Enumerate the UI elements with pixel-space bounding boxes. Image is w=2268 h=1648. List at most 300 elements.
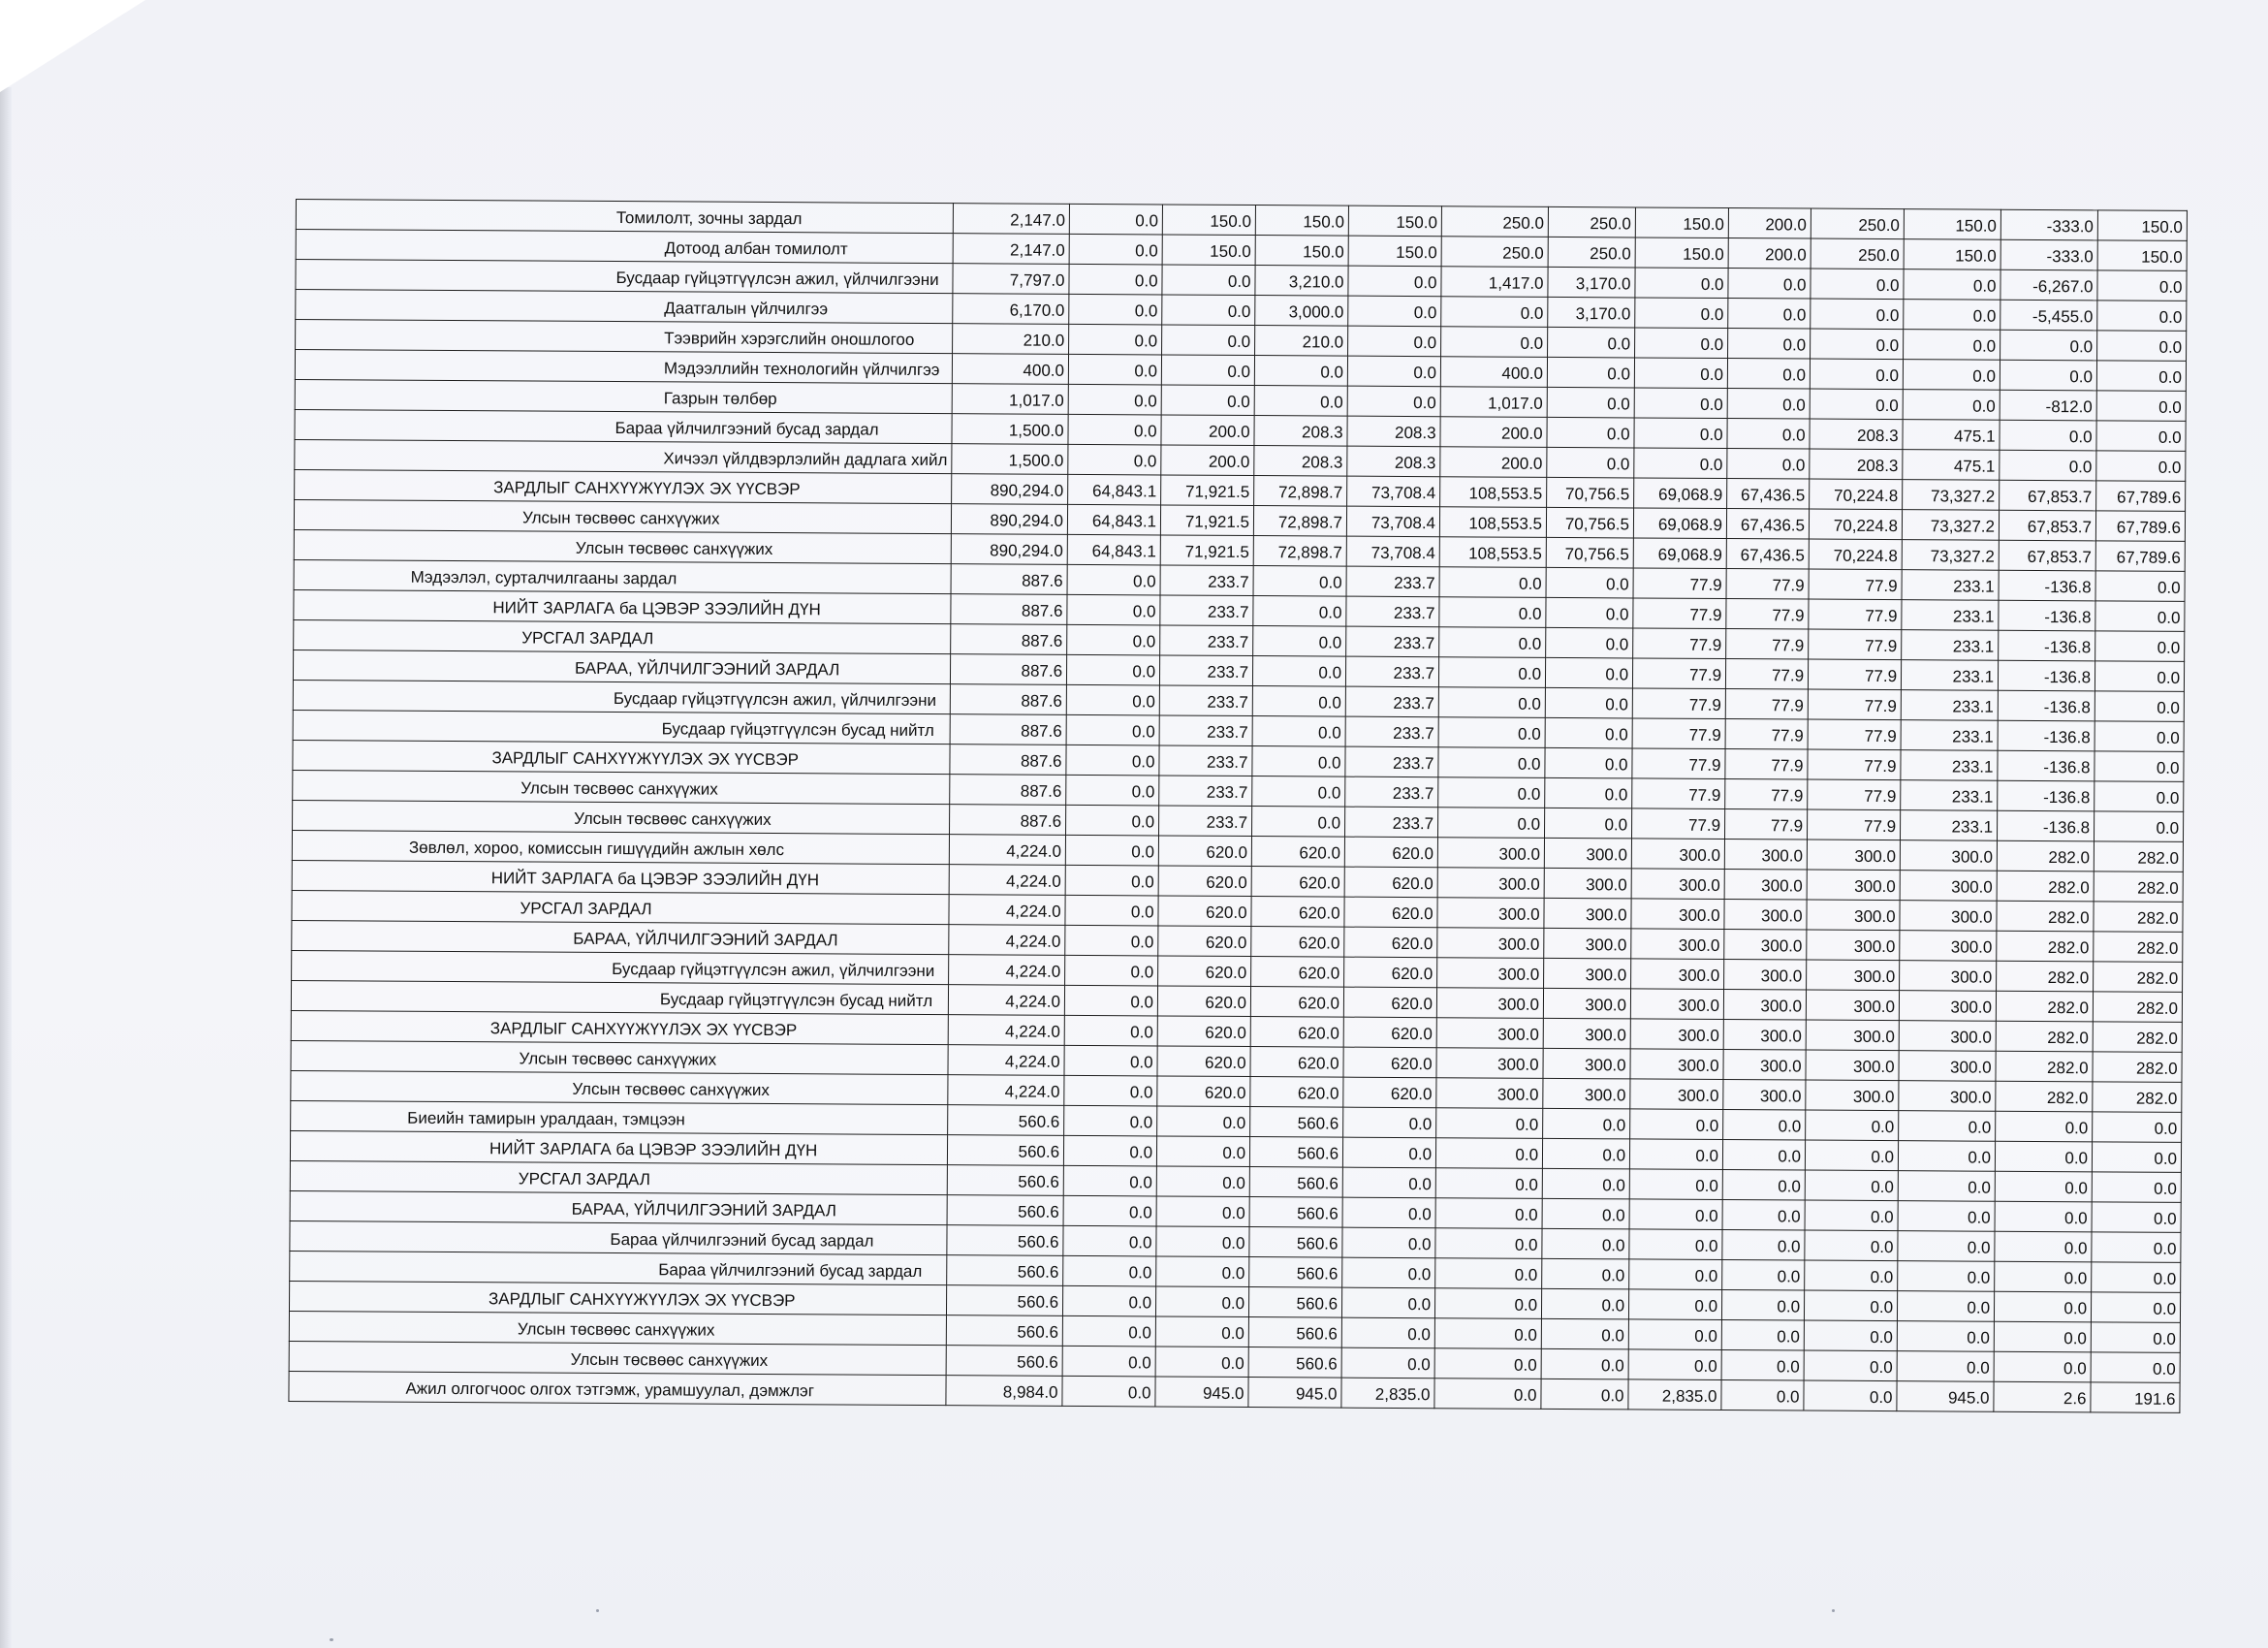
value-cell: 887.6 xyxy=(950,745,1066,776)
value-cell: 0.0 xyxy=(1063,1255,1156,1286)
value-cell: 233.1 xyxy=(1901,690,1998,721)
value-cell: 282.0 xyxy=(1996,1051,2093,1082)
value-cell: 0.0 xyxy=(1435,1288,1542,1319)
value-cell: 887.6 xyxy=(951,564,1067,595)
value-cell: 4,224.0 xyxy=(948,985,1064,1016)
value-cell: 70,756.5 xyxy=(1546,507,1633,538)
value-cell: 0.0 xyxy=(1066,805,1159,836)
value-cell: 0.0 xyxy=(1157,1106,1250,1137)
value-cell: -333.0 xyxy=(2000,209,2097,240)
value-cell: 300.0 xyxy=(1807,960,1900,991)
value-cell: 560.6 xyxy=(1249,1137,1342,1168)
row-label: Дотоод албан томилолт xyxy=(296,230,953,264)
value-cell: 77.9 xyxy=(1809,569,1902,600)
value-cell: 300.0 xyxy=(1724,840,1807,871)
value-cell: 0.0 xyxy=(1634,358,1727,389)
value-cell: 620.0 xyxy=(1344,927,1437,958)
value-cell: 0.0 xyxy=(2092,1142,2181,1173)
value-cell: 282.0 xyxy=(2093,1022,2182,1053)
value-cell: 0.0 xyxy=(2097,270,2187,301)
value-cell: 0.0 xyxy=(1542,1198,1629,1229)
value-cell: 0.0 xyxy=(1722,1140,1805,1171)
value-cell: 300.0 xyxy=(1630,1049,1723,1080)
value-cell: 200.0 xyxy=(1728,208,1811,239)
value-cell: 0.0 xyxy=(1629,1229,1722,1260)
row-label: Зөвлөл, хороо, комиссын гишүүдийн ажлын хөлс xyxy=(292,830,949,864)
value-cell: 300.0 xyxy=(1436,988,1543,1019)
value-cell: 560.6 xyxy=(1249,1167,1342,1198)
scan-speck xyxy=(596,1609,599,1612)
value-cell: 77.9 xyxy=(1725,689,1808,720)
value-cell: 0.0 xyxy=(1069,294,1162,325)
value-cell: 233.7 xyxy=(1159,685,1252,716)
value-cell: 0.0 xyxy=(1063,1195,1156,1226)
row-label: Даатгалын үйлчилгээ xyxy=(296,290,953,324)
value-cell: 0.0 xyxy=(1065,925,1158,956)
value-cell: 0.0 xyxy=(1995,1201,2092,1232)
value-cell: 0.0 xyxy=(1898,1171,1995,1202)
value-cell: 0.0 xyxy=(1897,1321,1994,1352)
value-cell: 0.0 xyxy=(1728,299,1811,330)
row-label: Улсын төсвөөс санхүүжих xyxy=(289,1311,946,1345)
value-cell: 560.6 xyxy=(1248,1317,1341,1348)
value-cell: 0.0 xyxy=(2096,391,2186,422)
value-cell: 0.0 xyxy=(1063,1285,1156,1316)
value-cell: 72,898.7 xyxy=(1253,536,1346,567)
value-cell: 0.0 xyxy=(2095,691,2184,722)
value-cell: 300.0 xyxy=(1436,1078,1543,1109)
value-cell: 77.9 xyxy=(1632,748,1725,779)
value-cell: 0.0 xyxy=(2091,1352,2180,1383)
value-cell: 0.0 xyxy=(1341,1347,1434,1379)
value-cell: 70,224.8 xyxy=(1809,539,1902,570)
value-cell: 0.0 xyxy=(1804,1320,1897,1351)
value-cell: 1,017.0 xyxy=(1440,387,1547,418)
value-cell: 0.0 xyxy=(1438,717,1545,748)
value-cell: 0.0 xyxy=(1064,1105,1157,1136)
value-cell: 208.3 xyxy=(1810,449,1903,480)
value-cell: 282.0 xyxy=(1996,991,2093,1022)
value-cell: 0.0 xyxy=(1804,1380,1897,1411)
value-cell: 0.0 xyxy=(1804,1350,1897,1381)
value-cell: 0.0 xyxy=(1545,687,1632,718)
row-label: БАРАА, ҮЙЛЧИЛГЭЭНИЙ ЗАРДАЛ xyxy=(292,920,949,954)
value-cell: 300.0 xyxy=(1723,1020,1806,1051)
value-cell: 3,000.0 xyxy=(1255,296,1348,327)
value-cell: 300.0 xyxy=(1900,961,1997,992)
value-cell: 70,224.8 xyxy=(1809,509,1902,540)
value-cell: 300.0 xyxy=(1437,838,1544,869)
value-cell: 0.0 xyxy=(1438,777,1545,808)
value-cell: 300.0 xyxy=(1899,1021,1996,1052)
value-cell: 0.0 xyxy=(1721,1350,1804,1381)
value-cell: 0.0 xyxy=(1067,654,1160,685)
value-cell: 0.0 xyxy=(1805,1170,1898,1201)
value-cell: 560.6 xyxy=(1249,1197,1342,1228)
scan-speck xyxy=(1832,1609,1835,1612)
value-cell: 0.0 xyxy=(2095,811,2184,842)
row-label: УРСГАЛ ЗАРДАЛ xyxy=(290,1160,947,1194)
value-cell: 0.0 xyxy=(1634,418,1727,449)
value-cell: 0.0 xyxy=(1545,808,1632,839)
value-cell: 0.0 xyxy=(1162,325,1255,356)
value-cell: 620.0 xyxy=(1344,897,1437,928)
row-label: БАРАА, ҮЙЛЧИЛГЭЭНИЙ ЗАРДАЛ xyxy=(293,650,950,683)
value-cell: 4,224.0 xyxy=(949,925,1065,956)
value-cell: 0.0 xyxy=(1728,269,1811,300)
value-cell: -136.8 xyxy=(1998,780,2095,811)
value-cell: 4,224.0 xyxy=(949,895,1065,926)
value-cell: 0.0 xyxy=(1252,746,1345,777)
value-cell: 887.6 xyxy=(950,775,1066,806)
value-cell: 0.0 xyxy=(1441,327,1548,358)
value-cell: 150.0 xyxy=(1635,207,1728,238)
value-cell: 0.0 xyxy=(1805,1200,1898,1231)
value-cell: 0.0 xyxy=(1343,1107,1436,1138)
value-cell: 233.7 xyxy=(1160,565,1253,596)
value-cell: 0.0 xyxy=(1634,388,1727,419)
value-cell: 620.0 xyxy=(1344,837,1437,868)
value-cell: 0.0 xyxy=(1161,355,1254,386)
row-label: Биеийн тамирын уралдаан, тэмцээн xyxy=(291,1100,948,1134)
value-cell: 0.0 xyxy=(1434,1379,1541,1410)
value-cell: 0.0 xyxy=(1899,1111,1996,1142)
folded-corner xyxy=(0,0,145,92)
value-cell: 0.0 xyxy=(1156,1136,1249,1167)
value-cell: 233.1 xyxy=(1901,750,1998,781)
value-cell: 77.9 xyxy=(1726,629,1809,660)
value-cell: 560.6 xyxy=(946,1346,1062,1377)
value-cell: 0.0 xyxy=(2095,721,2184,752)
value-cell: 475.1 xyxy=(1903,450,2000,481)
value-cell: 620.0 xyxy=(1158,896,1251,927)
value-cell: 0.0 xyxy=(1253,626,1346,657)
value-cell: 2,835.0 xyxy=(1341,1378,1434,1409)
value-cell: 233.1 xyxy=(1901,660,1998,691)
value-cell: 0.0 xyxy=(1810,359,1903,390)
value-cell: 233.7 xyxy=(1159,745,1252,776)
value-cell: 0.0 xyxy=(1066,745,1159,776)
value-cell: 0.0 xyxy=(1069,264,1162,295)
value-cell: 73,327.2 xyxy=(1902,540,1999,571)
value-cell: 150.0 xyxy=(1348,206,1441,237)
value-cell: 282.0 xyxy=(2094,841,2183,872)
value-cell: 300.0 xyxy=(1437,928,1544,959)
value-cell: 0.0 xyxy=(2097,301,2187,332)
value-cell: 1,017.0 xyxy=(952,384,1068,415)
row-label: Улсын төсвөөс санхүүжих xyxy=(294,499,951,533)
value-cell: 108,553.5 xyxy=(1440,477,1547,508)
row-label: Улсын төсвөөс санхүүжих xyxy=(289,1341,946,1375)
value-cell: 300.0 xyxy=(1723,990,1806,1021)
value-cell: 0.0 xyxy=(2000,450,2096,481)
value-cell: 208.3 xyxy=(1254,416,1347,447)
value-cell: 0.0 xyxy=(1252,776,1345,808)
value-cell: 77.9 xyxy=(1809,629,1902,660)
value-cell: 250.0 xyxy=(1441,237,1548,268)
value-cell: 282.0 xyxy=(1997,931,2094,962)
value-cell: 250.0 xyxy=(1811,238,1904,269)
value-cell: 77.9 xyxy=(1808,719,1901,750)
row-label: Тээврийн хэрэгслийн оношлогоо xyxy=(296,320,953,354)
value-cell: 300.0 xyxy=(1900,871,1997,902)
value-cell: 77.9 xyxy=(1632,718,1725,749)
value-cell: 560.6 xyxy=(947,1165,1063,1196)
value-cell: 233.1 xyxy=(1901,780,1998,811)
row-label: Газрын төлбөр xyxy=(295,379,952,413)
value-cell: 620.0 xyxy=(1250,1017,1343,1048)
value-cell: 300.0 xyxy=(1544,928,1631,959)
value-cell: -136.8 xyxy=(1998,660,2095,691)
value-cell: 0.0 xyxy=(2097,331,2187,362)
value-cell: 0.0 xyxy=(1162,265,1255,296)
value-cell: 4,224.0 xyxy=(948,1015,1064,1046)
value-cell: 0.0 xyxy=(1635,298,1728,329)
value-cell: 0.0 xyxy=(2096,451,2186,482)
value-cell: 0.0 xyxy=(1995,1141,2092,1172)
row-label: НИЙТ ЗАРЛАГА ба ЦЭВЭР ЗЭЭЛИЙН ДҮН xyxy=(294,589,951,623)
budget-table xyxy=(288,199,2188,1413)
row-label: Бусдаар гүйцэтгүүлсэн ажил, үйлчилгээни xyxy=(293,680,950,713)
value-cell: 560.6 xyxy=(948,1105,1064,1136)
value-cell: 0.0 xyxy=(2096,421,2186,452)
value-cell: 0.0 xyxy=(1439,657,1546,688)
value-cell: 0.0 xyxy=(2000,360,2096,391)
value-cell: 887.6 xyxy=(950,684,1066,715)
value-cell: 0.0 xyxy=(1805,1260,1898,1291)
row-label: Хичээл үйлдвэрлэлийн дадлага хийл xyxy=(295,439,952,473)
value-cell: 77.9 xyxy=(1725,779,1808,810)
value-cell: 233.7 xyxy=(1346,596,1439,627)
value-cell: 67,789.6 xyxy=(2096,481,2186,512)
value-cell: 67,436.5 xyxy=(1726,509,1809,540)
value-cell: 0.0 xyxy=(2092,1172,2181,1203)
value-cell: 282.0 xyxy=(1997,901,2094,932)
value-cell: 0.0 xyxy=(1348,296,1441,327)
value-cell: 300.0 xyxy=(1544,868,1631,899)
value-cell: 233.7 xyxy=(1345,776,1438,808)
value-cell: -136.8 xyxy=(1998,720,2095,751)
value-cell: 0.0 xyxy=(1541,1318,1628,1349)
value-cell: 77.9 xyxy=(1808,779,1901,810)
value-cell: -136.8 xyxy=(1998,690,2095,721)
value-cell: 282.0 xyxy=(1997,840,2094,872)
value-cell: 0.0 xyxy=(1068,414,1161,445)
value-cell: 0.0 xyxy=(1438,687,1545,718)
value-cell: 0.0 xyxy=(1068,384,1161,415)
value-cell: 0.0 xyxy=(1546,567,1633,598)
value-cell: 200.0 xyxy=(1161,445,1254,476)
value-cell: 2.6 xyxy=(1994,1381,2091,1412)
row-label: Бараа үйлчилгээний бусад зардал xyxy=(290,1220,947,1254)
value-cell: 0.0 xyxy=(1805,1140,1898,1171)
value-cell: 300.0 xyxy=(1631,959,1724,990)
value-cell: 282.0 xyxy=(2094,902,2183,933)
value-cell: 77.9 xyxy=(1808,689,1901,720)
value-cell: 77.9 xyxy=(1726,599,1809,630)
value-cell: 945.0 xyxy=(1155,1377,1248,1408)
value-cell: 2,147.0 xyxy=(953,204,1069,235)
value-cell: 300.0 xyxy=(1806,1050,1899,1081)
row-label: ЗАРДЛЫГ САНХҮҮЖҮҮЛЭХ ЭХ ҮҮСВЭР xyxy=(289,1281,946,1315)
value-cell: 0.0 xyxy=(1063,1165,1156,1196)
value-cell: 300.0 xyxy=(1631,899,1724,930)
value-cell: 71,921.5 xyxy=(1160,535,1253,566)
value-cell: 4,224.0 xyxy=(948,1075,1064,1106)
value-cell: 0.0 xyxy=(1162,295,1255,326)
value-cell: 77.9 xyxy=(1809,659,1902,690)
value-cell: 0.0 xyxy=(1547,357,1634,388)
value-cell: 69,068.9 xyxy=(1633,508,1726,539)
value-cell: 64,843.1 xyxy=(1067,534,1160,565)
row-label: Улсын төсвөөс санхүүжих xyxy=(291,1070,948,1104)
value-cell: 0.0 xyxy=(1342,1257,1435,1288)
row-label: БАРАА, ҮЙЛЧИЛГЭЭНИЙ ЗАРДАЛ xyxy=(290,1190,947,1224)
value-cell: 620.0 xyxy=(1250,1077,1343,1108)
value-cell: 67,853.7 xyxy=(1999,510,2095,541)
value-cell: 560.6 xyxy=(947,1255,1063,1286)
value-cell: 0.0 xyxy=(1342,1137,1435,1168)
value-cell: 300.0 xyxy=(1899,1051,1996,1082)
value-cell: 208.3 xyxy=(1347,446,1440,477)
value-cell: 0.0 xyxy=(1066,714,1159,745)
value-cell: 67,789.6 xyxy=(2095,541,2185,572)
value-cell: 3,210.0 xyxy=(1255,266,1348,297)
value-cell: 64,843.1 xyxy=(1067,504,1160,535)
value-cell: 233.7 xyxy=(1346,626,1439,657)
value-cell: 620.0 xyxy=(1344,867,1437,898)
value-cell: 560.6 xyxy=(1249,1257,1342,1288)
value-cell: 300.0 xyxy=(1900,840,1997,872)
value-cell: 0.0 xyxy=(1898,1141,1995,1172)
value-cell: 73,327.2 xyxy=(1902,510,1999,541)
value-cell: 560.6 xyxy=(1250,1107,1343,1138)
value-cell: 0.0 xyxy=(1155,1316,1248,1347)
budget-table-body xyxy=(289,200,2188,1413)
value-cell: 0.0 xyxy=(1721,1320,1804,1351)
value-cell: 560.6 xyxy=(1248,1347,1341,1379)
value-cell: 233.1 xyxy=(1901,810,1998,841)
value-cell: 191.6 xyxy=(2091,1382,2180,1413)
row-label: Бусдаар гүйцэтгүүлсэн ажил, үйлчилгээни xyxy=(296,260,953,294)
value-cell: 0.0 xyxy=(1066,775,1159,806)
value-cell: 77.9 xyxy=(1632,808,1725,840)
value-cell: 150.0 xyxy=(1904,209,2000,240)
value-cell: 0.0 xyxy=(1067,564,1160,595)
value-cell: 300.0 xyxy=(1723,1080,1806,1111)
value-cell: 560.6 xyxy=(1249,1287,1342,1318)
value-cell: 233.7 xyxy=(1345,807,1438,838)
value-cell: 620.0 xyxy=(1157,1046,1250,1077)
value-cell: 233.7 xyxy=(1346,656,1439,687)
value-cell: 233.7 xyxy=(1160,655,1253,686)
value-cell: 200.0 xyxy=(1440,417,1547,448)
value-cell: 0.0 xyxy=(2000,420,2096,451)
value-cell: 0.0 xyxy=(1547,387,1634,418)
value-cell: 108,553.5 xyxy=(1439,537,1546,568)
value-cell: 72,898.7 xyxy=(1254,476,1347,507)
value-cell: 0.0 xyxy=(1727,419,1810,450)
value-cell: 0.0 xyxy=(2092,1232,2181,1263)
value-cell: 0.0 xyxy=(1904,300,2000,331)
value-cell: 0.0 xyxy=(1068,354,1161,385)
value-cell: 77.9 xyxy=(1725,719,1808,750)
value-cell: 208.3 xyxy=(1810,419,1903,450)
value-cell: 0.0 xyxy=(1348,266,1441,297)
value-cell: 2,147.0 xyxy=(953,234,1069,265)
value-cell: 300.0 xyxy=(1806,1080,1899,1111)
value-cell: 200.0 xyxy=(1161,415,1254,446)
value-cell: 208.3 xyxy=(1347,416,1440,447)
value-cell: 300.0 xyxy=(1806,1020,1899,1051)
value-cell: 300.0 xyxy=(1544,838,1631,869)
value-cell: 77.9 xyxy=(1632,778,1725,809)
value-cell: 300.0 xyxy=(1806,990,1899,1021)
value-cell: 0.0 xyxy=(1898,1201,1995,1232)
row-label: Ажил олгогчоос олгох тэтгэмж, урамшуулал, дэмжлэг xyxy=(289,1371,946,1405)
value-cell: -6,267.0 xyxy=(2000,269,2097,301)
value-cell: 67,853.7 xyxy=(2000,480,2096,511)
value-cell: 0.0 xyxy=(1156,1226,1249,1257)
value-cell: 300.0 xyxy=(1724,870,1807,901)
value-cell: 0.0 xyxy=(1721,1380,1804,1411)
value-cell: 0.0 xyxy=(1543,1108,1630,1139)
value-cell: 620.0 xyxy=(1343,1047,1436,1078)
row-label: УРСГАЛ ЗАРДАЛ xyxy=(292,890,949,924)
value-cell: 0.0 xyxy=(1066,684,1159,715)
value-cell: 3,170.0 xyxy=(1548,297,1635,328)
value-cell: 0.0 xyxy=(1806,1110,1899,1141)
value-cell: 0.0 xyxy=(1723,1110,1806,1141)
value-cell: 0.0 xyxy=(1348,326,1441,357)
value-cell: 0.0 xyxy=(1436,1108,1543,1139)
value-cell: 0.0 xyxy=(2092,1262,2181,1293)
value-cell: 400.0 xyxy=(1440,357,1547,388)
value-cell: 0.0 xyxy=(1545,777,1632,808)
value-cell: 945.0 xyxy=(1897,1381,1994,1412)
value-cell: 77.9 xyxy=(1632,688,1725,719)
value-cell: 0.0 xyxy=(1067,594,1160,625)
value-cell: 620.0 xyxy=(1251,837,1344,868)
row-label: НИЙТ ЗАРЛАГА ба ЦЭВЭР ЗЭЭЛИЙН ДҮН xyxy=(292,860,949,894)
value-cell: 73,327.2 xyxy=(1903,480,2000,511)
value-cell: 0.0 xyxy=(1253,656,1346,687)
value-cell: 0.0 xyxy=(2091,1322,2180,1353)
value-cell: 0.0 xyxy=(1628,1349,1721,1380)
value-cell: 560.6 xyxy=(946,1315,1062,1347)
value-cell: 210.0 xyxy=(1255,326,1348,357)
value-cell: 233.7 xyxy=(1345,716,1438,747)
value-cell: 0.0 xyxy=(2095,601,2185,632)
value-cell: 0.0 xyxy=(1722,1260,1805,1291)
value-cell: 300.0 xyxy=(1724,930,1807,961)
value-cell: 300.0 xyxy=(1544,898,1631,929)
value-cell: 300.0 xyxy=(1437,958,1544,989)
value-cell: 0.0 xyxy=(1342,1197,1435,1228)
value-cell: 0.0 xyxy=(1253,596,1346,627)
value-cell: 282.0 xyxy=(2094,872,2183,903)
value-cell: 0.0 xyxy=(1068,444,1161,475)
value-cell: 233.1 xyxy=(1901,720,1998,751)
value-cell: 300.0 xyxy=(1436,1018,1543,1049)
value-cell: 0.0 xyxy=(1545,747,1632,778)
value-cell: 0.0 xyxy=(1435,1138,1542,1169)
row-label: ЗАРДЛЫГ САНХҮҮЖҮҮЛЭХ ЭХ ҮҮСВЭР xyxy=(293,740,950,774)
value-cell: 0.0 xyxy=(1898,1291,1995,1322)
value-cell: 0.0 xyxy=(1441,297,1548,328)
value-cell: 0.0 xyxy=(1347,386,1440,417)
value-cell: 200.0 xyxy=(1728,238,1811,269)
